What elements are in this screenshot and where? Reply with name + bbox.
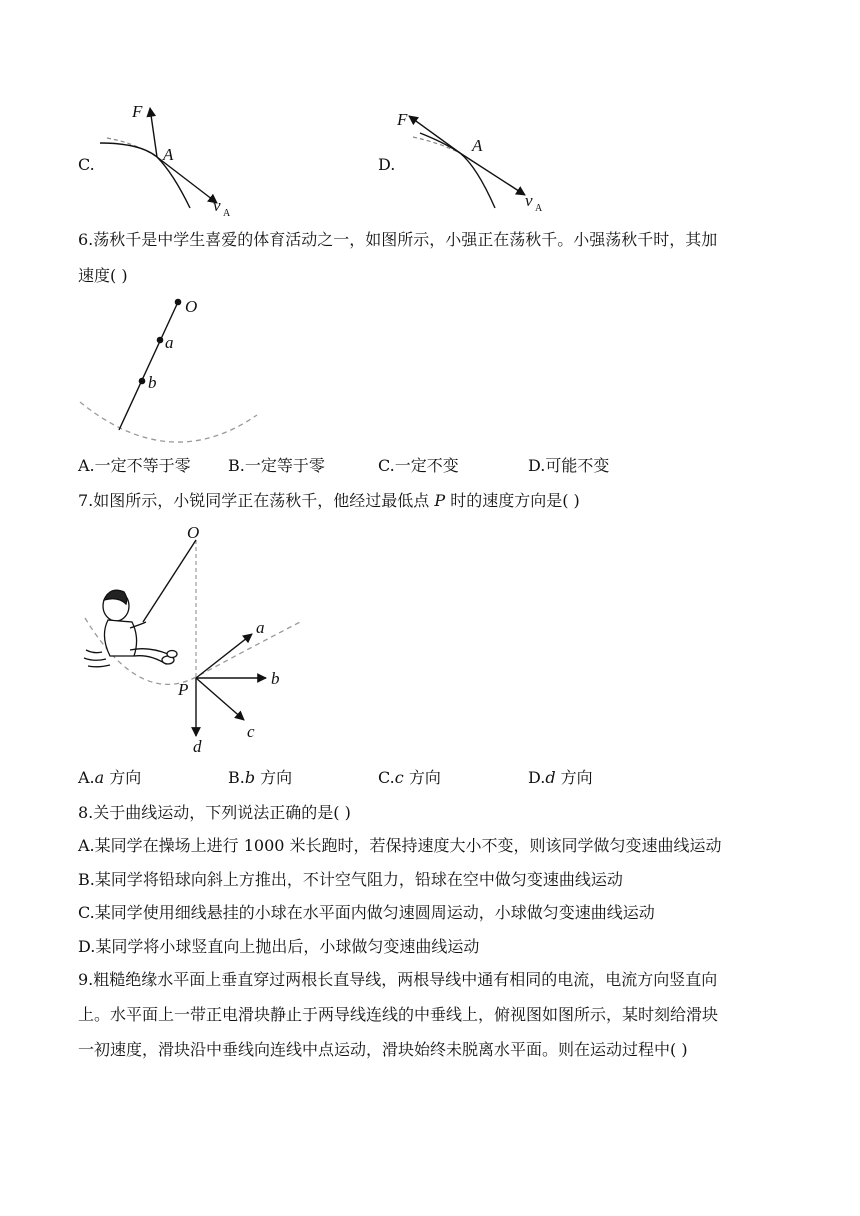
q7-option-c[interactable]	[378, 768, 441, 788]
q7-opt-a-suffix: 方向	[104, 768, 142, 787]
q5c-force-label: F	[132, 102, 143, 121]
q7-opt-c-suffix: 方向	[403, 768, 441, 787]
q7-opt-d-prefix: D.	[528, 768, 546, 787]
q7-stem	[78, 491, 580, 511]
q6-option-b[interactable]: B.一定等于零	[228, 456, 325, 475]
q7-opt-d-letter: d	[545, 768, 556, 787]
q8-stem: 8.关于曲线运动，下列说法正确的是( )	[78, 803, 351, 822]
q5d-velocity-label: v	[525, 191, 533, 210]
q8-option-d[interactable]: D.某同学将小球竖直向上抛出后，小球做匀变速曲线运动	[78, 937, 480, 956]
q7-opt-b-letter: b	[244, 768, 256, 787]
q7-stem-prefix: 7.如图所示，小锐同学正在荡秋千，他经过最低点	[78, 491, 435, 510]
figure-q5-d	[395, 105, 555, 220]
q7-opt-a-prefix: A.	[78, 768, 95, 787]
q7-option-a[interactable]	[78, 768, 141, 788]
q7-p-label: P	[178, 680, 189, 699]
q5d-point-label: A	[472, 136, 483, 155]
q7-opt-b-suffix: 方向	[255, 768, 293, 787]
q6-option-d[interactable]: D.可能不变	[528, 456, 610, 475]
option-c-label: C.	[78, 155, 95, 174]
q7-opt-a-letter: a	[94, 768, 105, 787]
q8-option-a[interactable]: A.某同学在操场上进行 1000 米长跑时，若保持速度大小不变，则该同学做匀变速曲线运动	[78, 836, 722, 855]
q5c-velocity-label: v	[213, 196, 221, 215]
q7-stem-point: P	[434, 491, 446, 510]
q8-option-b[interactable]: B.某同学将铅球向斜上方推出，不计空气阻力，铅球在空中做匀变速曲线运动	[78, 870, 623, 889]
q7-option-d[interactable]	[528, 768, 593, 788]
q7-o-label: O	[187, 523, 200, 542]
q5d-force-label: F	[397, 110, 408, 129]
q7-b-label: b	[271, 669, 280, 688]
figure-q6-swing	[75, 290, 275, 450]
q7-d-label: d	[193, 737, 202, 756]
q7-opt-c-prefix: C.	[378, 768, 395, 787]
q6-stem-line2: 速度( )	[78, 266, 128, 285]
q8-option-c[interactable]: C.某同学使用细线悬挂的小球在水平面内做匀速圆周运动，小球做匀变速曲线运动	[78, 903, 655, 922]
q7-c-label: c	[247, 722, 255, 741]
q7-stem-suffix: 时的速度方向是( )	[445, 491, 580, 510]
child-on-swing-icon	[84, 590, 177, 667]
q7-opt-d-suffix: 方向	[555, 768, 593, 787]
q6-option-c[interactable]: C.一定不变	[378, 456, 459, 475]
q7-option-b[interactable]	[228, 768, 292, 788]
q9-stem-line1: 9.粗糙绝缘水平面上垂直穿过两根长直导线，两根导线中通有相同的电流，电流方向竖直向	[78, 970, 718, 989]
q6-a-label: a	[165, 333, 174, 352]
figure-q5-c	[95, 95, 245, 220]
q6-b-label: b	[148, 373, 157, 392]
q6-stem-line1: 6.荡秋千是中学生喜爱的体育活动之一，如图所示，小强正在荡秋千。小强荡秋千时，其加	[78, 230, 718, 249]
q9-stem-line2: 上。水平面上一带正电滑块静止于两导线连线的中垂线上，俯视图如图所示，某时刻给滑块	[78, 1005, 719, 1024]
q6-option-a[interactable]: A.一定不等于零	[78, 456, 191, 475]
q7-opt-c-letter: c	[394, 768, 404, 787]
q5c-velocity-sub: A	[223, 208, 231, 219]
q5d-velocity-sub: A	[535, 203, 543, 214]
option-d-label: D.	[378, 155, 396, 174]
q7-opt-b-prefix: B.	[228, 768, 245, 787]
q6-o-label: O	[185, 297, 198, 316]
q7-a-label: a	[256, 618, 265, 637]
q9-stem-line3: 一初速度，滑块沿中垂线向连线中点运动，滑块始终未脱离水平面。则在运动过程中( )	[78, 1040, 688, 1059]
q5c-point-label: A	[163, 145, 174, 164]
figure-q7-swing	[80, 518, 320, 763]
